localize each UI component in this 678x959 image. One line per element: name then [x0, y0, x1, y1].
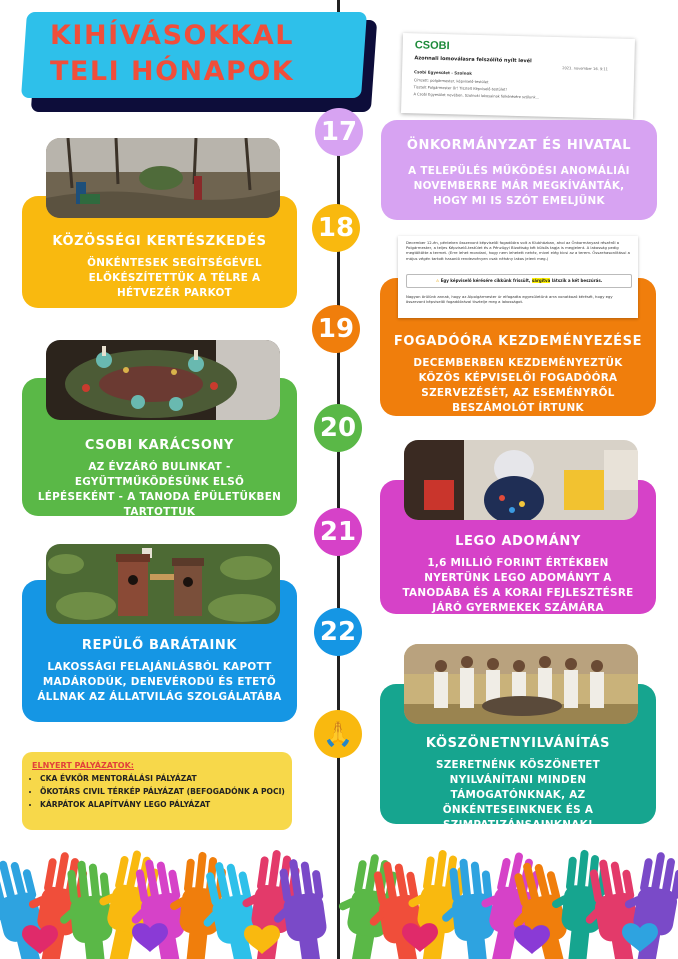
card-thanks-body: SZERETNÉNK KÖSZÖNETET NYILVÁNÍTANI MINDEN TÁMOGATÓNKNAK, AZ ÖNKÉNTESEINKNEK ÉS A SZIMPATIZÁNSAINKNAK!: [435, 759, 601, 831]
award-item: • KÁRPÁTOK ALAPÍTVÁNY LEGO PÁLYÁZAT: [40, 798, 285, 811]
card-thanks-heading: KÖSZÖNETNYILVÁNÍTÁS: [425, 736, 611, 751]
letter-screenshot: [401, 33, 635, 119]
article-paragraph-2: Nagyon örülünk annak, hogy az Alpolgármester úr elfogadta egyesületünk arra vonatkozó kérését, hogy egy összevont képviselői fogadóórával tisztelje meg a lakosságot.: [406, 294, 613, 305]
card-21-body: 1,6 MILLIÓ FORINT ÉRTÉKBEN NYERTÜNK LEGO ADOMÁNYT A TANODÁBA ÉS A KORAI FEJLESZTÉSRE JÁRÓ GYERMEKEK SZÁMÁRA: [402, 557, 634, 614]
award-item: • CKA ÉVKÖR MENTORÁLÁSI PÁLYÁZAT: [40, 772, 285, 785]
award-item: • ÖKOTÁRS CIVIL TÉRKÉP PÁLYÁZAT (BEFOGADÓNK A POCI): [40, 785, 285, 798]
awards-note: [22, 752, 292, 830]
number-18-badge: 18: [312, 204, 360, 252]
card-21-heading: LEGO ADOMÁNY: [455, 534, 581, 549]
card-22-heading: REPÜLŐ BARÁTAINK: [81, 638, 238, 653]
card-17-heading: ÖNKORMÁNYZAT ÉS HIVATAL: [406, 138, 632, 153]
card-19-heading: FOGADÓÓRA KEZDEMÉNYEZÉSE: [393, 334, 643, 349]
card-18-heading: KÖZÖSSÉGI KERTÉSZKEDÉS: [52, 234, 267, 249]
number-21-badge: 21: [314, 508, 362, 556]
circle-of-people-photo: [404, 644, 638, 724]
awards-list: [22, 772, 285, 811]
warning-icon: ⚠: [435, 278, 441, 283]
title-line-1: KIHÍVÁSOKKAL: [50, 20, 294, 51]
praying-hands-icon: 🙏: [314, 710, 362, 758]
lego-donation-photo: [404, 440, 638, 520]
card-20-heading: CSOBI KARÁCSONY: [84, 438, 235, 453]
number-20-badge: 20: [314, 404, 362, 452]
letter-line: A Csobi Egyesület nevében, Szolnoki lakosainak felkérésére szólunk...: [413, 92, 540, 100]
title-line-2: TELI HÓNAPOK: [50, 56, 295, 87]
letter-line: Címzett: polgármester, képviselő-testület: [413, 78, 489, 85]
card-20-body: AZ ÉVZÁRÓ BULINKAT - EGYÜTTMŰKÖDÉSÜNK ELSŐ LÉPÉSEKÉNT - A TANODA ÉPÜLETÜKBEN TARTOTTUK: [37, 461, 282, 518]
letter-line: Tisztelt Polgármester Úr! Tisztelt Képviselő-testület!: [413, 85, 507, 92]
notice-highlight: sárgítva: [531, 278, 551, 283]
letter-subject: Azonnali lomoválasra felszólító nyílt levél: [414, 55, 532, 65]
christmas-wreath-photo: [46, 340, 280, 420]
card-19-body: DECEMBERBEN KEZDEMÉNYEZTÜK KÖZÖS KÉPVISELŐI FOGADÓÓRA SZERVEZÉSÉT, AZ ESEMÉNYRŐL BESZÁMOLÓT ÍRTUNK: [413, 357, 623, 414]
card-17-body: A TELEPÜLÉS MŰKÖDÉSI ANOMÁLIÁI NOVEMBERRE MÁR MEGKÍVÁNTÁK, HOGY MI IS SZÓT EMELJÜNK: [408, 165, 630, 207]
birdhouses-photo: [46, 544, 280, 624]
gardening-photo: [46, 138, 280, 218]
number-22-badge: 22: [314, 608, 362, 656]
title-banner: [24, 12, 374, 112]
card-18-body: ÖNKÉNTESEK SEGÍTSÉGÉVEL ELŐKÉSZÍTETTÜK A TÉLRE A HÉTVEZÉR PARKOT: [87, 257, 262, 299]
card-22-body: LAKOSSÁGI FELAJÁNLÁSBÓL KAPOTT MADÁRODÚK, DENEVÉRODÚ ÉS ETETŐ ÁLLNAK AZ ÁLLATVILÁG SZOLGÁLATÁBA: [37, 661, 282, 703]
article-paragraph-1: December 12-én, pénteken összevont képviselői fogadóóra volt a Klubházban, ahol az Önkormányzat részéről a Polgármester, a teljes Képviselő-testület és a Pénzügyi Bizottság két külsős tagja is megjelent. A lakosság pedig megtöltötte a termet. (Erre lehet mondani, hogy nem lehetett nehéz, mivel elég kicsi az a terem. Összehasonlításul a május végén tartott hasonló rendezvényen csak néhány lakos jelent meg.): [406, 240, 630, 261]
number-19-badge: 19: [312, 305, 360, 353]
letter-from: Csobi Egyesület - Szolnok: [414, 69, 472, 76]
letter-date: 2023. november 16. 9:11: [562, 66, 609, 72]
csobi-logo: CSOBI: [414, 39, 450, 53]
number-17-badge: 17: [315, 108, 363, 156]
colorful-hands-decoration: [0, 846, 678, 959]
card-17: [381, 120, 657, 220]
article-update-notice: [406, 274, 632, 288]
letter-lines: [413, 77, 623, 103]
article-screenshot: [398, 236, 638, 318]
notice-text-end: látszik a két beszúrás.: [551, 278, 603, 283]
awards-title: ELNYERT PÁLYÁZATOK:: [32, 761, 134, 770]
notice-text: Egy képviselő kérésére cikkünk frissült,: [440, 278, 531, 283]
